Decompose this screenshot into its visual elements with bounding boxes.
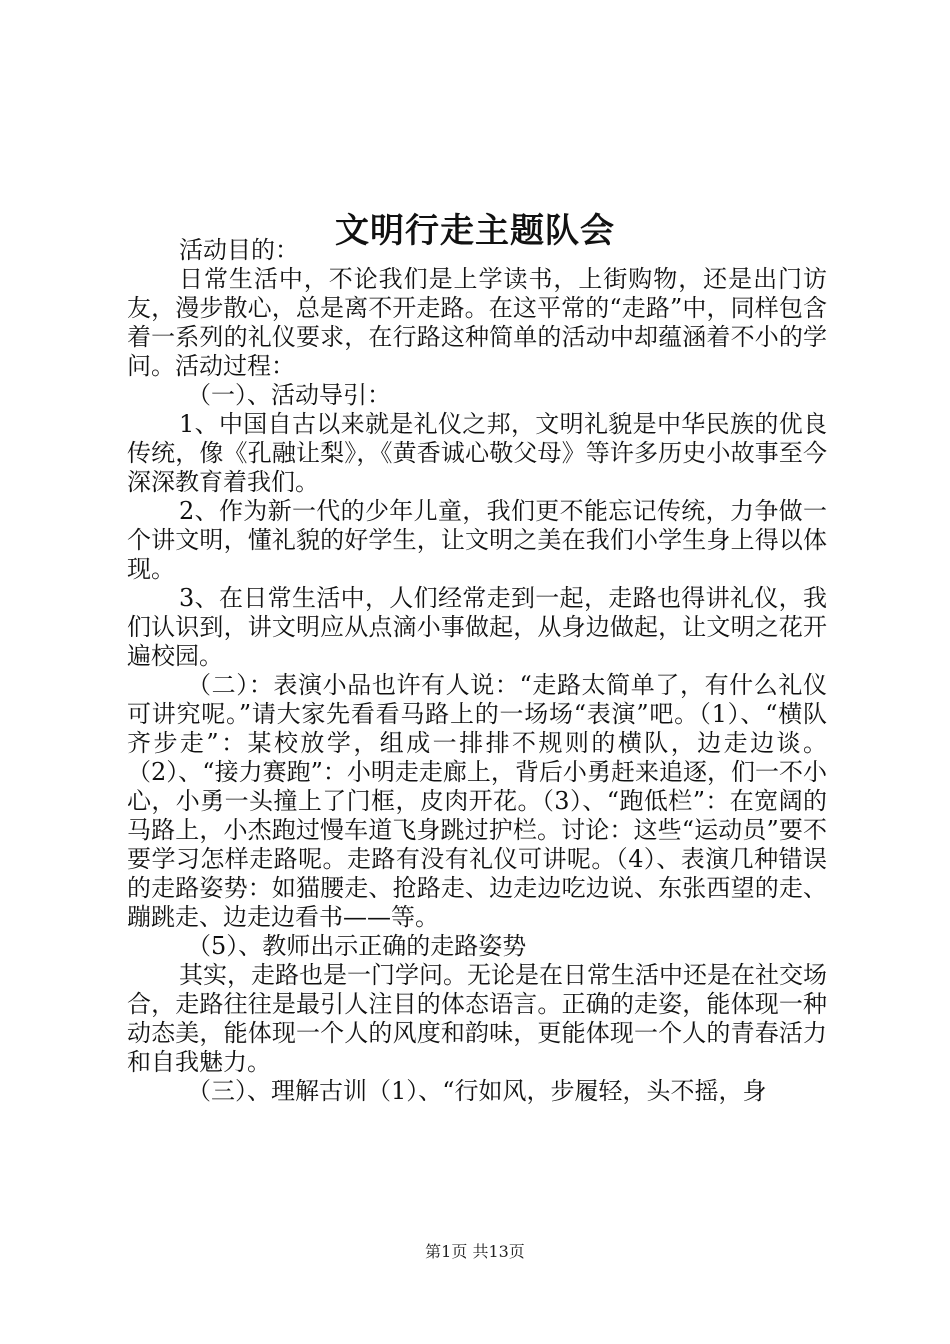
paragraph-purpose: 日常生活中，不论我们是上学读书，上街购物，还是出门访友，漫步散心，总是离不开走路。在这平常的“走路”中，同样包含着一系列的礼仪要求，在行路这种简单的活动中却蕴涵着不小的学问。活动过程： (127, 265, 827, 380)
paragraph-purpose-heading: 活动目的： (179, 236, 299, 264)
paragraph-item-5: （5）、教师出示正确的走路姿势 (187, 932, 527, 960)
page-title: 文明行走主题队会 (335, 210, 615, 251)
paragraph-section-1-heading: （一）、活动导引： (187, 381, 391, 409)
paragraph-section-3: （三）、理解古训（1）、“行如风，步履轻，头不摇，身 (187, 1077, 767, 1105)
paragraph-walking-posture: 其实，走路也是一门学问。无论是在日常生活中还是在社交场合，走路往往是最引人注目的体态语言。正确的走姿，能体现一种动态美，能体现一个人的风度和韵味，更能体现一个人的青春活力和自我魅力。 (127, 961, 827, 1076)
paragraph-item-3: 3、在日常生活中，人们经常走到一起，走路也得讲礼仪，我们认识到，讲文明应从点滴小事做起，从身边做起，让文明之花开遍校园。 (127, 584, 827, 670)
page-number: 第1页 共13页 (425, 1242, 525, 1261)
paragraph-item-1: 1、中国自古以来就是礼仪之邦，文明礼貌是中华民族的优良传统，像《孔融让梨》，《黄香诚心敬父母》等许多历史小故事至今深深教育着我们。 (127, 410, 827, 496)
paragraph-item-2: 2、作为新一代的少年儿童，我们更不能忘记传统，力争做一个讲文明，懂礼貌的好学生，让文明之美在我们小学生身上得以体现。 (127, 497, 827, 583)
paragraph-section-2: （二）：表演小品也许有人说：“走路太简单了，有什么礼仪可讲究呢。”请大家先看看马路上的一场场“表演”吧。（1）、“横队齐步走”：某校放学，组成一排排不规则的横队，边走边谈。（2）、“接力赛跑”：小明走走廊上，背后小勇赶来追逐，们一不小心，小勇一头撞上了门框，皮肉开花。（3）、“跑低栏”：在宽阔的马路上，小杰跑过慢车道飞身跳过护栏。讨论：这些“运动员”要不要学习怎样走路呢。走路有没有礼仪可讲呢。（4）、表演几种错误的走路姿势：如猫腰走、抢路走、边走边吃边说、东张西望的走、蹦跳走、边走边看书——等。 (127, 671, 827, 931)
document-body (127, 236, 827, 1106)
